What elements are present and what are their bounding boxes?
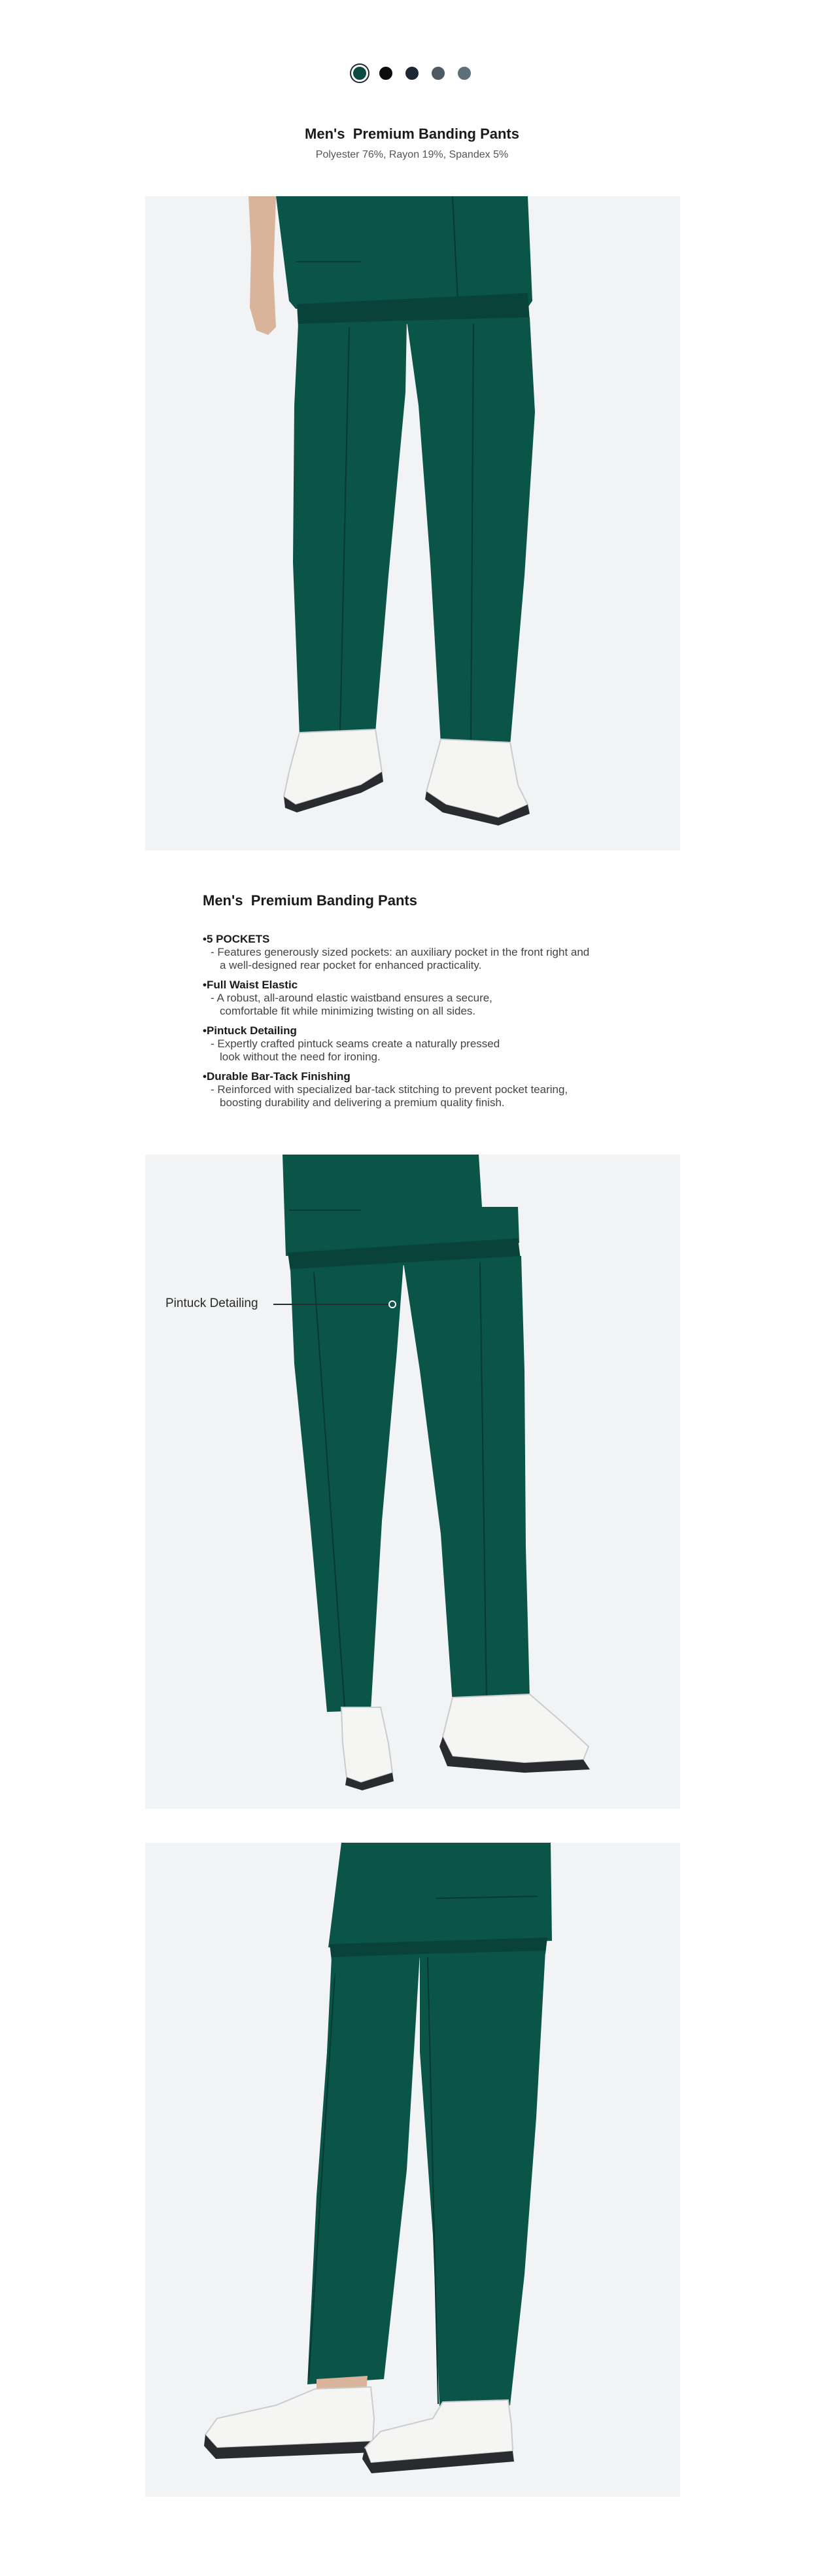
feature-line: - A robust, all-around elastic waistband ensures a secure, — [211, 992, 492, 1004]
product-title: Men's Premium Banding Pants — [305, 126, 519, 142]
feature-item — [203, 979, 661, 1018]
pants-right-leg — [420, 1951, 545, 2407]
feature-heading: • Pintuck Detailing — [203, 1024, 661, 1037]
scrub-top — [276, 196, 532, 309]
feature-item — [203, 933, 661, 972]
feature-heading: • Full Waist Elastic — [203, 979, 661, 992]
feature-line: - Reinforced with specialized bar-tack stitching to prevent pocket tearing, — [211, 1083, 568, 1096]
sneaker-left — [284, 729, 382, 805]
feature-line: - Expertly crafted pintuck seams create a naturally pressed — [211, 1037, 500, 1050]
sneaker-left — [205, 2387, 374, 2448]
feature-heading: • 5 POCKETS — [203, 933, 661, 946]
color-swatch-black[interactable] — [378, 65, 394, 81]
color-swatches — [0, 65, 824, 81]
feature-item — [203, 1070, 661, 1109]
feature-line: a well-designed rear pocket for enhanced practicality. — [220, 959, 482, 971]
sneaker-right — [443, 1694, 589, 1763]
product-photo-front — [145, 196, 680, 850]
product-photo-angled — [145, 1155, 680, 1809]
pintuck-callout-label: Pintuck Detailing — [165, 1297, 258, 1310]
color-swatch-green[interactable] — [352, 65, 368, 81]
product-material: Polyester 76%, Rayon 19%, Spandex 5% — [315, 149, 509, 160]
feature-line: boosting durability and delivering a premium quality finish. — [220, 1096, 505, 1109]
pants-left-leg — [290, 1262, 403, 1712]
feature-list — [203, 933, 661, 1116]
feature-line: look without the need for ironing. — [220, 1051, 381, 1063]
pants-left-leg — [293, 321, 407, 736]
sneaker-left — [341, 1707, 392, 1783]
color-swatch-charcoal[interactable] — [430, 65, 446, 81]
feature-line: comfortable fit while minimizing twisting on all sides. — [220, 1005, 476, 1017]
feature-heading: • Durable Bar-Tack Finishing — [203, 1070, 661, 1083]
description-title: Men's Premium Banding Pants — [203, 892, 417, 909]
pants-left-leg — [307, 1954, 420, 2384]
pants-right-leg — [403, 1256, 530, 1704]
model-hand — [249, 196, 276, 335]
feature-item — [203, 1024, 661, 1064]
color-swatch-navy[interactable] — [404, 65, 420, 81]
scrub-top — [328, 1843, 552, 1947]
color-swatch-gray[interactable] — [456, 65, 472, 81]
product-photo-side — [145, 1843, 680, 2497]
feature-line: - Features generously sized pockets: an auxiliary pocket in the front right and — [211, 946, 590, 958]
